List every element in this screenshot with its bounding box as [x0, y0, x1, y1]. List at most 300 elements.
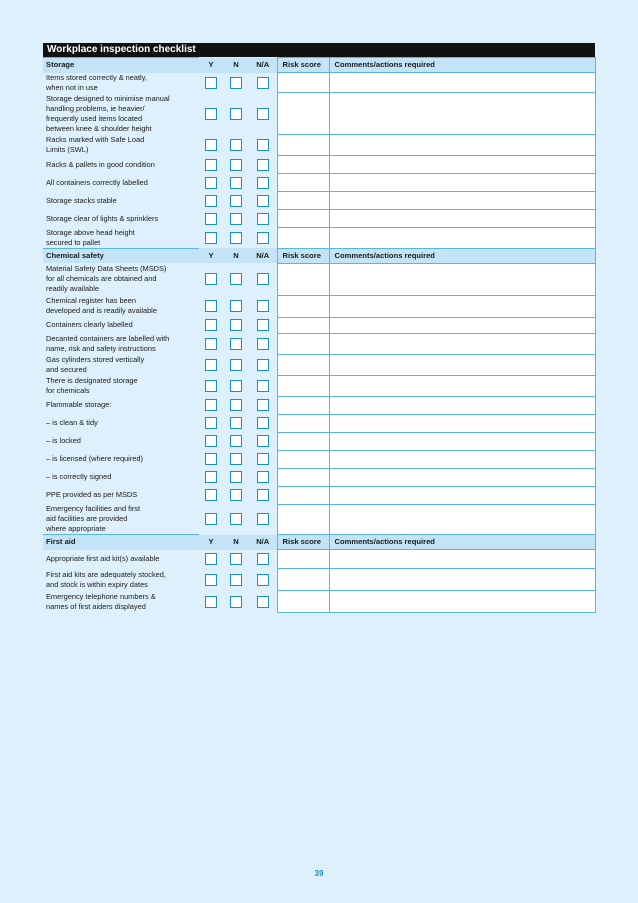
- checkbox-cell-yes: [199, 295, 223, 317]
- section-heading: First aid: [43, 535, 199, 550]
- checklist-item-text-line: – is clean & tidy: [46, 418, 98, 427]
- checkbox-na[interactable]: [257, 596, 269, 608]
- checklist-item-label: [43, 174, 199, 192]
- checklist-item-row: [43, 375, 595, 396]
- checkbox-cell-na: [249, 450, 277, 468]
- checklist-item-text-line: where appropriate: [46, 524, 106, 533]
- checklist-item-row: [43, 550, 595, 569]
- checkbox-yes[interactable]: [205, 489, 217, 501]
- checkbox-cell-no: [223, 228, 249, 249]
- checkbox-yes[interactable]: [205, 139, 217, 151]
- checklist-item-text-line: Racks marked with Safe Load: [46, 135, 145, 144]
- checkbox-cell-no: [223, 210, 249, 228]
- checklist-item-text-line: and stock is within expiry dates: [46, 579, 148, 589]
- checklist-item-text-line: Items stored correctly & neatly,: [46, 72, 147, 82]
- checklist-item-text-line: – is locked: [46, 436, 81, 445]
- checkbox-na[interactable]: [257, 319, 269, 331]
- checklist-item-row: [43, 192, 595, 210]
- checkbox-cell-yes: [199, 375, 223, 396]
- column-header-y: Y: [199, 535, 223, 550]
- checkbox-no[interactable]: [230, 159, 242, 171]
- risk-score-field[interactable]: [277, 375, 329, 396]
- checklist-item-text-line: and secured: [46, 364, 87, 374]
- checkbox-cell-yes: [199, 550, 223, 569]
- checklist-item-label: [43, 354, 199, 375]
- checklist-item-row: [43, 174, 595, 192]
- risk-score-field[interactable]: [277, 414, 329, 432]
- checkbox-na[interactable]: [257, 338, 269, 350]
- checkbox-cell-na: [249, 210, 277, 228]
- risk-score-field[interactable]: [277, 174, 329, 192]
- checklist-item-label: [43, 317, 199, 333]
- checkbox-cell-no: [223, 174, 249, 192]
- checklist-item-row: [43, 432, 595, 450]
- checkbox-no[interactable]: [230, 574, 242, 586]
- checklist-item-text-line: Storage designed to minimise manual: [46, 93, 170, 103]
- checkbox-yes[interactable]: [205, 300, 217, 312]
- risk-score-field[interactable]: [277, 396, 329, 414]
- risk-score-field[interactable]: [277, 73, 329, 93]
- checkbox-cell-yes: [199, 504, 223, 535]
- checklist-sheet: [43, 43, 595, 613]
- checklist-item-label: [43, 414, 199, 432]
- section-header-row: [43, 248, 595, 263]
- checkbox-cell-no: [223, 375, 249, 396]
- checkbox-cell-no: [223, 414, 249, 432]
- checklist-item-text-line: Racks & pallets in good condition: [46, 159, 155, 169]
- column-header-risk-score: Risk score: [277, 535, 329, 550]
- checklist-item-row: [43, 317, 595, 333]
- checkbox-cell-yes: [199, 414, 223, 432]
- checkbox-no[interactable]: [230, 273, 242, 285]
- checklist-item-label: [43, 486, 199, 504]
- checklist-item-row: [43, 354, 595, 375]
- checkbox-na[interactable]: [257, 139, 269, 151]
- section-header-row: [43, 58, 595, 73]
- comments-field[interactable]: [329, 192, 595, 210]
- risk-score-field[interactable]: [277, 333, 329, 354]
- checkbox-cell-yes: [199, 263, 223, 295]
- checkbox-cell-no: [223, 73, 249, 93]
- checkbox-na[interactable]: [257, 77, 269, 89]
- checklist-item-text-line: All containers correctly labelled: [46, 177, 148, 187]
- checkbox-yes[interactable]: [205, 574, 217, 586]
- checkbox-cell-yes: [199, 228, 223, 249]
- comments-field[interactable]: [329, 354, 595, 375]
- risk-score-field[interactable]: [277, 192, 329, 210]
- checkbox-cell-na: [249, 591, 277, 613]
- checkbox-cell-no: [223, 354, 249, 375]
- risk-score-field[interactable]: [277, 156, 329, 174]
- checklist-item-row: [43, 450, 595, 468]
- checklist-item-label: [43, 591, 199, 613]
- checklist-item-row: [43, 73, 595, 93]
- checklist-item-text-line: PPE provided as per MSDS: [46, 490, 138, 499]
- checkbox-yes[interactable]: [205, 596, 217, 608]
- checkbox-cell-yes: [199, 156, 223, 174]
- risk-score-field[interactable]: [277, 468, 329, 486]
- section-heading: Chemical safety: [43, 248, 199, 263]
- checkbox-na[interactable]: [257, 159, 269, 171]
- comments-field[interactable]: [329, 228, 595, 249]
- checkbox-no[interactable]: [230, 513, 242, 525]
- column-header-risk-score: Risk score: [277, 58, 329, 73]
- checklist-item-text-line: Material Safety Data Sheets (MSDS): [46, 264, 167, 273]
- checkbox-na[interactable]: [257, 232, 269, 244]
- checkbox-cell-na: [249, 317, 277, 333]
- checkbox-cell-no: [223, 486, 249, 504]
- checkbox-na[interactable]: [257, 435, 269, 447]
- checkbox-cell-no: [223, 432, 249, 450]
- risk-score-field[interactable]: [277, 569, 329, 591]
- risk-score-field[interactable]: [277, 228, 329, 249]
- checklist-title: Workplace inspection checklist: [43, 43, 595, 57]
- checklist-item-text-line: Flammable storage:: [46, 400, 112, 409]
- column-header-risk-score: Risk score: [277, 248, 329, 263]
- checkbox-cell-no: [223, 450, 249, 468]
- checkbox-no[interactable]: [230, 108, 242, 120]
- checkbox-cell-na: [249, 263, 277, 295]
- checkbox-cell-no: [223, 550, 249, 569]
- comments-field[interactable]: [329, 210, 595, 228]
- checkbox-cell-yes: [199, 93, 223, 135]
- checkbox-na[interactable]: [257, 513, 269, 525]
- checkbox-no[interactable]: [230, 232, 242, 244]
- column-header-y: Y: [199, 58, 223, 73]
- comments-field[interactable]: [329, 504, 595, 535]
- checkbox-cell-yes: [199, 333, 223, 354]
- checkbox-yes[interactable]: [205, 232, 217, 244]
- risk-score-field[interactable]: [277, 486, 329, 504]
- checkbox-na[interactable]: [257, 574, 269, 586]
- checklist-item-text-line: Appropriate first aid kit(s) available: [46, 554, 160, 563]
- checkbox-cell-na: [249, 486, 277, 504]
- checkbox-yes[interactable]: [205, 435, 217, 447]
- checkbox-cell-na: [249, 354, 277, 375]
- checkbox-na[interactable]: [257, 177, 269, 189]
- checklist-item-text-line: names of first aiders displayed: [46, 601, 146, 611]
- checklist-item-text-line: handling problems, ie heavier/: [46, 103, 145, 113]
- checklist-item-text-line: Emergency telephone numbers &: [46, 591, 156, 601]
- column-header-comments: Comments/actions required: [329, 58, 595, 73]
- risk-score-field[interactable]: [277, 354, 329, 375]
- checklist-item-text-line: Limits (SWL): [46, 145, 89, 154]
- checklist-item-text-line: aid facilities are provided: [46, 514, 128, 523]
- section-header-row: [43, 535, 595, 550]
- checkbox-cell-yes: [199, 354, 223, 375]
- checkbox-cell-na: [249, 468, 277, 486]
- checkbox-yes[interactable]: [205, 359, 217, 371]
- checklist-item-label: [43, 93, 199, 135]
- checklist-item-row: [43, 396, 595, 414]
- comments-field[interactable]: [329, 569, 595, 591]
- checkbox-cell-no: [223, 93, 249, 135]
- checkbox-cell-yes: [199, 317, 223, 333]
- checkbox-yes[interactable]: [205, 159, 217, 171]
- checklist-item-row: [43, 263, 595, 295]
- checkbox-no[interactable]: [230, 596, 242, 608]
- comments-field[interactable]: [329, 450, 595, 468]
- comments-field[interactable]: [329, 73, 595, 93]
- checkbox-cell-yes: [199, 135, 223, 156]
- checkbox-no[interactable]: [230, 177, 242, 189]
- checkbox-no[interactable]: [230, 338, 242, 350]
- checkbox-cell-na: [249, 569, 277, 591]
- checkbox-cell-no: [223, 317, 249, 333]
- checkbox-cell-na: [249, 174, 277, 192]
- checkbox-cell-yes: [199, 192, 223, 210]
- comments-field[interactable]: [329, 591, 595, 613]
- checkbox-cell-yes: [199, 591, 223, 613]
- checklist-item-row: [43, 93, 595, 135]
- checkbox-no[interactable]: [230, 300, 242, 312]
- checkbox-cell-yes: [199, 569, 223, 591]
- checkbox-cell-no: [223, 468, 249, 486]
- checkbox-cell-no: [223, 135, 249, 156]
- column-header-comments: Comments/actions required: [329, 248, 595, 263]
- checklist-item-text-line: Storage clear of lights & sprinklers: [46, 213, 159, 223]
- checkbox-yes[interactable]: [205, 213, 217, 225]
- checkbox-cell-no: [223, 504, 249, 535]
- checklist-item-text-line: between knee & shoulder height: [46, 123, 152, 133]
- checkbox-cell-yes: [199, 486, 223, 504]
- checkbox-yes[interactable]: [205, 471, 217, 483]
- checkbox-na[interactable]: [257, 453, 269, 465]
- checklist-item-row: [43, 569, 595, 591]
- column-header-na: N/A: [249, 535, 277, 550]
- checkbox-cell-no: [223, 263, 249, 295]
- comments-field[interactable]: [329, 93, 595, 135]
- checklist-item-row: [43, 486, 595, 504]
- risk-score-field[interactable]: [277, 210, 329, 228]
- checkbox-cell-na: [249, 156, 277, 174]
- checkbox-cell-yes: [199, 396, 223, 414]
- risk-score-field[interactable]: [277, 135, 329, 156]
- checklist-item-label: [43, 569, 199, 591]
- risk-score-field[interactable]: [277, 295, 329, 317]
- checkbox-cell-no: [223, 396, 249, 414]
- checkbox-cell-na: [249, 432, 277, 450]
- checklist-item-text-line: Chemical register has been: [46, 296, 136, 305]
- checklist-item-label: [43, 295, 199, 317]
- checklist-item-row: [43, 210, 595, 228]
- checklist-item-label: [43, 73, 199, 93]
- comments-field[interactable]: [329, 295, 595, 317]
- checklist-item-text-line: Containers clearly labelled: [46, 320, 133, 329]
- checklist-item-text-line: There is designated storage: [46, 375, 138, 385]
- checklist-item-label: [43, 550, 199, 569]
- checklist-item-label: [43, 156, 199, 174]
- checklist-table: [43, 57, 596, 613]
- checkbox-no[interactable]: [230, 471, 242, 483]
- checkbox-yes[interactable]: [205, 417, 217, 429]
- risk-score-field[interactable]: [277, 504, 329, 535]
- checklist-item-text-line: Decanted containers are labelled with: [46, 333, 170, 343]
- checklist-item-row: [43, 504, 595, 535]
- comments-field[interactable]: [329, 317, 595, 333]
- checkbox-cell-na: [249, 192, 277, 210]
- checkbox-na[interactable]: [257, 471, 269, 483]
- checkbox-no[interactable]: [230, 453, 242, 465]
- column-header-comments: Comments/actions required: [329, 535, 595, 550]
- risk-score-field[interactable]: [277, 450, 329, 468]
- risk-score-field[interactable]: [277, 317, 329, 333]
- checkbox-na[interactable]: [257, 359, 269, 371]
- checkbox-cell-no: [223, 333, 249, 354]
- checkbox-na[interactable]: [257, 553, 269, 565]
- checkbox-no[interactable]: [230, 380, 242, 392]
- checkbox-cell-no: [223, 591, 249, 613]
- checklist-item-text-line: when not in use: [46, 82, 98, 92]
- checkbox-na[interactable]: [257, 300, 269, 312]
- checkbox-no[interactable]: [230, 489, 242, 501]
- column-header-na: N/A: [249, 248, 277, 263]
- checkbox-yes[interactable]: [205, 319, 217, 331]
- column-header-na: N/A: [249, 58, 277, 73]
- checkbox-cell-no: [223, 156, 249, 174]
- risk-score-field[interactable]: [277, 550, 329, 569]
- checkbox-yes[interactable]: [205, 177, 217, 189]
- checklist-item-row: [43, 468, 595, 486]
- checkbox-no[interactable]: [230, 359, 242, 371]
- checkbox-na[interactable]: [257, 195, 269, 207]
- checklist-item-text-line: for all chemicals are obtained and: [46, 274, 157, 283]
- checkbox-cell-yes: [199, 468, 223, 486]
- checkbox-na[interactable]: [257, 380, 269, 392]
- checkbox-cell-yes: [199, 432, 223, 450]
- checklist-item-label: [43, 333, 199, 354]
- checkbox-cell-na: [249, 504, 277, 535]
- checkbox-cell-na: [249, 414, 277, 432]
- checkbox-na[interactable]: [257, 417, 269, 429]
- checkbox-yes[interactable]: [205, 195, 217, 207]
- checklist-item-text-line: name, risk and safety instructions: [46, 343, 156, 353]
- checkbox-yes[interactable]: [205, 453, 217, 465]
- comments-field[interactable]: [329, 263, 595, 295]
- checklist-item-label: [43, 192, 199, 210]
- checkbox-cell-na: [249, 73, 277, 93]
- checkbox-cell-na: [249, 93, 277, 135]
- checklist-item-label: [43, 432, 199, 450]
- checklist-item-label: [43, 396, 199, 414]
- checklist-item-row: [43, 228, 595, 249]
- page-number: 39: [314, 869, 324, 878]
- checkbox-no[interactable]: [230, 319, 242, 331]
- checklist-item-row: [43, 135, 595, 156]
- checkbox-yes[interactable]: [205, 338, 217, 350]
- checkbox-cell-na: [249, 333, 277, 354]
- risk-score-field[interactable]: [277, 263, 329, 295]
- checkbox-cell-no: [223, 295, 249, 317]
- checkbox-cell-yes: [199, 450, 223, 468]
- checkbox-cell-na: [249, 228, 277, 249]
- checklist-item-text-line: – is licensed (where required): [46, 454, 143, 463]
- checkbox-yes[interactable]: [205, 273, 217, 285]
- checklist-item-text-line: frequently used items located: [46, 113, 143, 123]
- checkbox-yes[interactable]: [205, 399, 217, 411]
- checkbox-na[interactable]: [257, 399, 269, 411]
- section-heading: Storage: [43, 58, 199, 73]
- checkbox-no[interactable]: [230, 213, 242, 225]
- checkbox-yes[interactable]: [205, 380, 217, 392]
- checkbox-cell-yes: [199, 174, 223, 192]
- comments-field[interactable]: [329, 414, 595, 432]
- checkbox-cell-no: [223, 192, 249, 210]
- comments-field[interactable]: [329, 550, 595, 569]
- comments-field[interactable]: [329, 432, 595, 450]
- checkbox-no[interactable]: [230, 399, 242, 411]
- comments-field[interactable]: [329, 156, 595, 174]
- column-header-n: N: [223, 58, 249, 73]
- checkbox-yes[interactable]: [205, 77, 217, 89]
- checklist-item-text-line: Gas cylinders stored vertically: [46, 354, 145, 364]
- comments-field[interactable]: [329, 333, 595, 354]
- checklist-item-text-line: – is correctly signed: [46, 472, 112, 481]
- checkbox-yes[interactable]: [205, 553, 217, 565]
- checkbox-yes[interactable]: [205, 108, 217, 120]
- checklist-item-text-line: Storage above head height: [46, 227, 135, 237]
- risk-score-field[interactable]: [277, 591, 329, 613]
- checklist-item-row: [43, 295, 595, 317]
- comments-field[interactable]: [329, 174, 595, 192]
- checklist-item-row: [43, 333, 595, 354]
- checkbox-no[interactable]: [230, 417, 242, 429]
- checklist-item-label: [43, 468, 199, 486]
- checklist-item-text-line: readily available: [46, 284, 99, 293]
- comments-field[interactable]: [329, 396, 595, 414]
- column-header-n: N: [223, 535, 249, 550]
- checklist-item-text-line: Storage stacks stable: [46, 195, 117, 205]
- checkbox-cell-no: [223, 569, 249, 591]
- risk-score-field[interactable]: [277, 432, 329, 450]
- checkbox-na[interactable]: [257, 213, 269, 225]
- checklist-item-text-line: developed and is readily available: [46, 306, 157, 315]
- column-header-y: Y: [199, 248, 223, 263]
- checkbox-no[interactable]: [230, 195, 242, 207]
- checklist-item-text-line: First aid kits are adequately stocked,: [46, 569, 166, 579]
- comments-field[interactable]: [329, 135, 595, 156]
- checkbox-cell-na: [249, 550, 277, 569]
- checklist-item-label: [43, 504, 199, 535]
- comments-field[interactable]: [329, 375, 595, 396]
- checkbox-yes[interactable]: [205, 513, 217, 525]
- checklist-item-label: [43, 450, 199, 468]
- checkbox-cell-yes: [199, 210, 223, 228]
- column-header-n: N: [223, 248, 249, 263]
- comments-field[interactable]: [329, 486, 595, 504]
- checklist-item-label: [43, 263, 199, 295]
- checkbox-na[interactable]: [257, 108, 269, 120]
- checklist-item-label: [43, 135, 199, 156]
- checkbox-cell-na: [249, 295, 277, 317]
- checkbox-na[interactable]: [257, 273, 269, 285]
- checklist-item-label: [43, 375, 199, 396]
- checkbox-no[interactable]: [230, 77, 242, 89]
- comments-field[interactable]: [329, 468, 595, 486]
- checkbox-cell-na: [249, 135, 277, 156]
- checkbox-no[interactable]: [230, 435, 242, 447]
- risk-score-field[interactable]: [277, 93, 329, 135]
- checklist-item-label: [43, 228, 199, 249]
- checklist-item-text-line: secured to pallet: [46, 237, 101, 247]
- checkbox-no[interactable]: [230, 139, 242, 151]
- checkbox-cell-yes: [199, 73, 223, 93]
- checkbox-no[interactable]: [230, 553, 242, 565]
- checkbox-na[interactable]: [257, 489, 269, 501]
- checklist-item-text-line: for chemicals: [46, 385, 90, 395]
- checklist-item-label: [43, 210, 199, 228]
- checklist-item-row: [43, 156, 595, 174]
